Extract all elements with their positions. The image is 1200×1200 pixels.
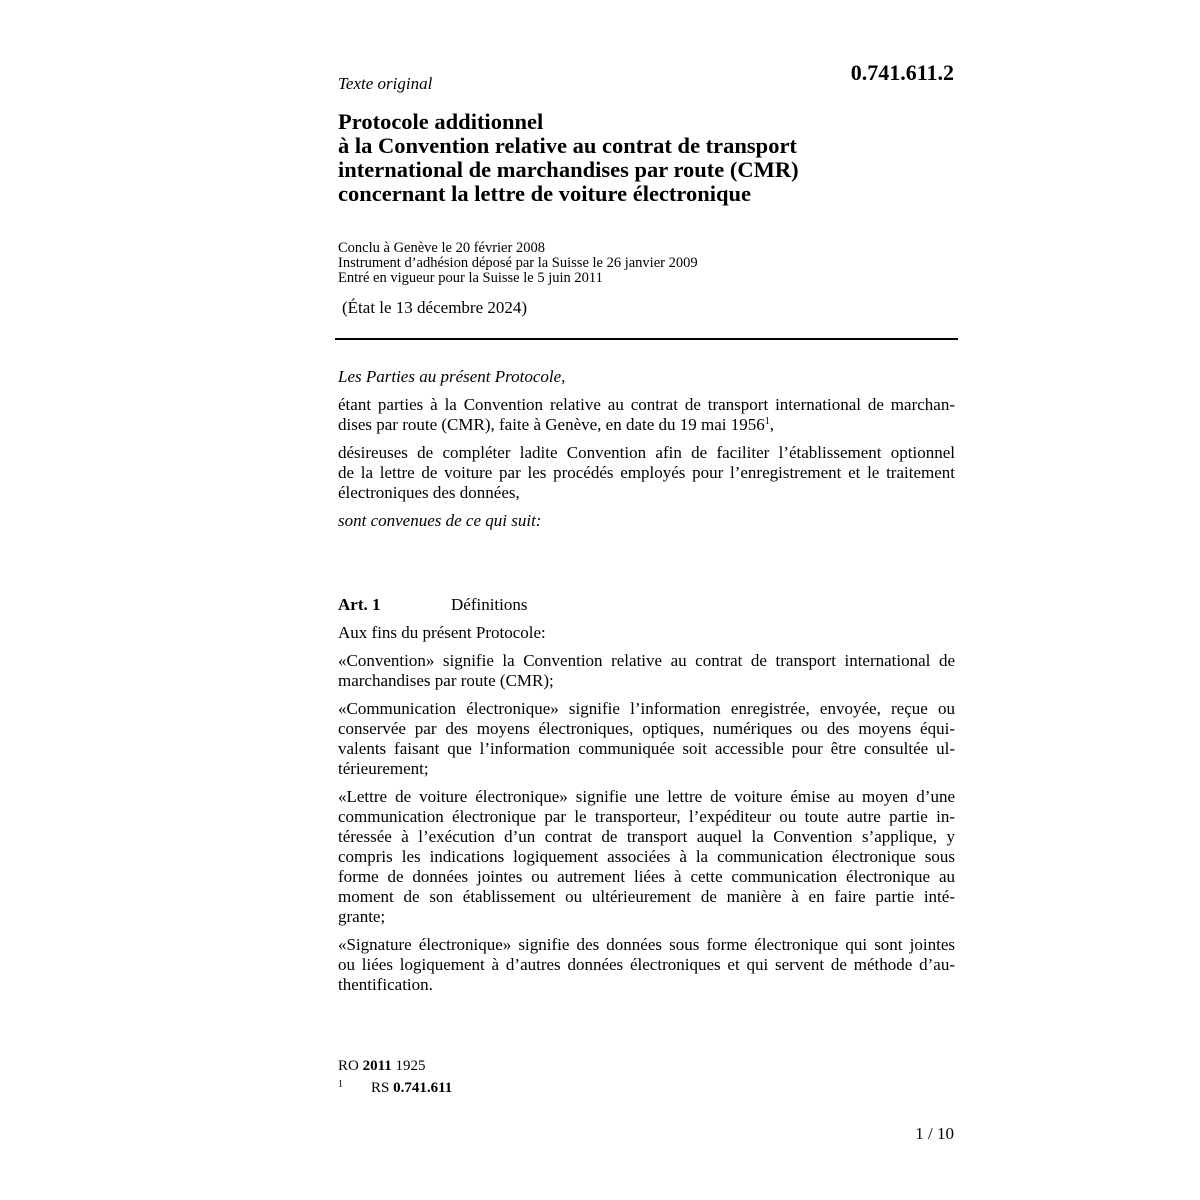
article-title: Définitions (451, 595, 528, 614)
state-date: (État le 13 décembre 2024) (342, 298, 528, 317)
dates-block (338, 241, 698, 286)
document-title (338, 110, 958, 206)
preamble-parties: Les Parties au présent Protocole, (338, 367, 566, 386)
text-line: moment de son établissement ou ultérieurement de manière à en faire partie inté- (338, 887, 955, 906)
text-line: marchandises par route (CMR); (338, 671, 554, 690)
text-line (338, 415, 955, 435)
text-segment: dises par route (CMR), faite à Genève, en date du 19 mai 1956 (338, 415, 765, 434)
adhesion-date: Instrument d’adhésion déposé par la Suisse le 26 janvier 2009 (338, 255, 698, 271)
article-1 (338, 595, 955, 1003)
original-text-label: Texte original (338, 74, 433, 93)
title-line: concernant la lettre de voiture électronique (338, 181, 752, 206)
text-line: «Signature électronique» signifie des données sous forme électronique qui sont jointes (338, 935, 955, 954)
concluded-date: Conclu à Genève le 20 février 2008 (338, 240, 545, 256)
title-line: à la Convention relative au contrat de transport (338, 133, 797, 158)
preamble-agreed: sont convenues de ce qui suit: (338, 511, 542, 530)
definition-electronic-communication (338, 699, 955, 779)
text-line: compris les indications logiquement associées à la communication électronique sous (338, 847, 955, 866)
text-line: «Convention» signifie la Convention relative au contrat de transport international de (338, 651, 955, 670)
article-number: Art. 1 (338, 595, 381, 614)
text-line: «Communication électronique» signifie l’information enregistrée, envoyée, reçue ou (338, 699, 955, 718)
preamble-paragraph-2 (338, 443, 955, 503)
ro-reference (338, 1058, 426, 1075)
text-line: désireuses de compléter ladite Convention afin de faciliter l’établissement optionnel (338, 443, 955, 462)
definition-electronic-signature (338, 935, 955, 995)
text-line: térieurement; (338, 759, 429, 778)
title-line: Protocole additionnel (338, 109, 544, 134)
text-line: communication électronique par le transporteur, l’expéditeur ou toute autre partie in- (338, 807, 955, 826)
text-segment: , (769, 415, 775, 434)
text-line: électroniques des données, (338, 483, 520, 502)
text-line: étant parties à la Convention relative au contrat de transport international de marchan- (338, 395, 955, 414)
text-line: conservée par des moyens électroniques, optiques, numériques ou des moyens équi- (338, 719, 955, 738)
horizontal-rule (335, 338, 958, 340)
in-force-date: Entré en vigueur pour la Suisse le 5 juin 2011 (338, 270, 603, 286)
article-heading (338, 595, 955, 615)
preamble-paragraph-1 (338, 395, 955, 435)
text-line: thentification. (338, 975, 433, 994)
text-line: «Lettre de voiture électronique» signifie une lettre de voiture émise au moyen d’une (338, 787, 955, 806)
text-line: ou liées logiquement à d’autres données électroniques et qui servent de méthode d’au- (338, 955, 955, 974)
definition-electronic-consignment-note (338, 787, 955, 927)
definition-convention (338, 651, 955, 691)
footnote-1 (338, 1079, 452, 1097)
text-line: valents faisant que l’information communiquée soit accessible pour être consultée ul- (338, 739, 955, 758)
text-line: forme de données jointes ou autrement liées à cette communication électronique au (338, 867, 955, 886)
title-line: international de marchandises par route (CMR) (338, 157, 799, 182)
article-intro: Aux fins du présent Protocole: (338, 623, 546, 642)
text-line: grante; (338, 907, 386, 926)
ro-prefix: RO (338, 1058, 359, 1074)
footnote-reference-number[interactable]: 0.741.611 (393, 1080, 453, 1096)
footnote-reference[interactable]: 1 (764, 416, 770, 427)
text-line: de la lettre de voiture par les procédés employés pour l’enregistrement et le traitement (338, 463, 955, 482)
page-number: 1 / 10 (915, 1124, 954, 1143)
preamble (338, 367, 955, 539)
footnote-prefix: RS (371, 1080, 390, 1096)
sr-number: 0.741.611.2 (850, 60, 954, 85)
footnote-mark: 1 (338, 1079, 343, 1090)
ro-page: 1925 (395, 1058, 426, 1074)
text-line: téressée à l’exécution d’un contrat de transport auquel la Convention s’applique, y (338, 827, 955, 846)
ro-year: 2011 (362, 1058, 392, 1074)
